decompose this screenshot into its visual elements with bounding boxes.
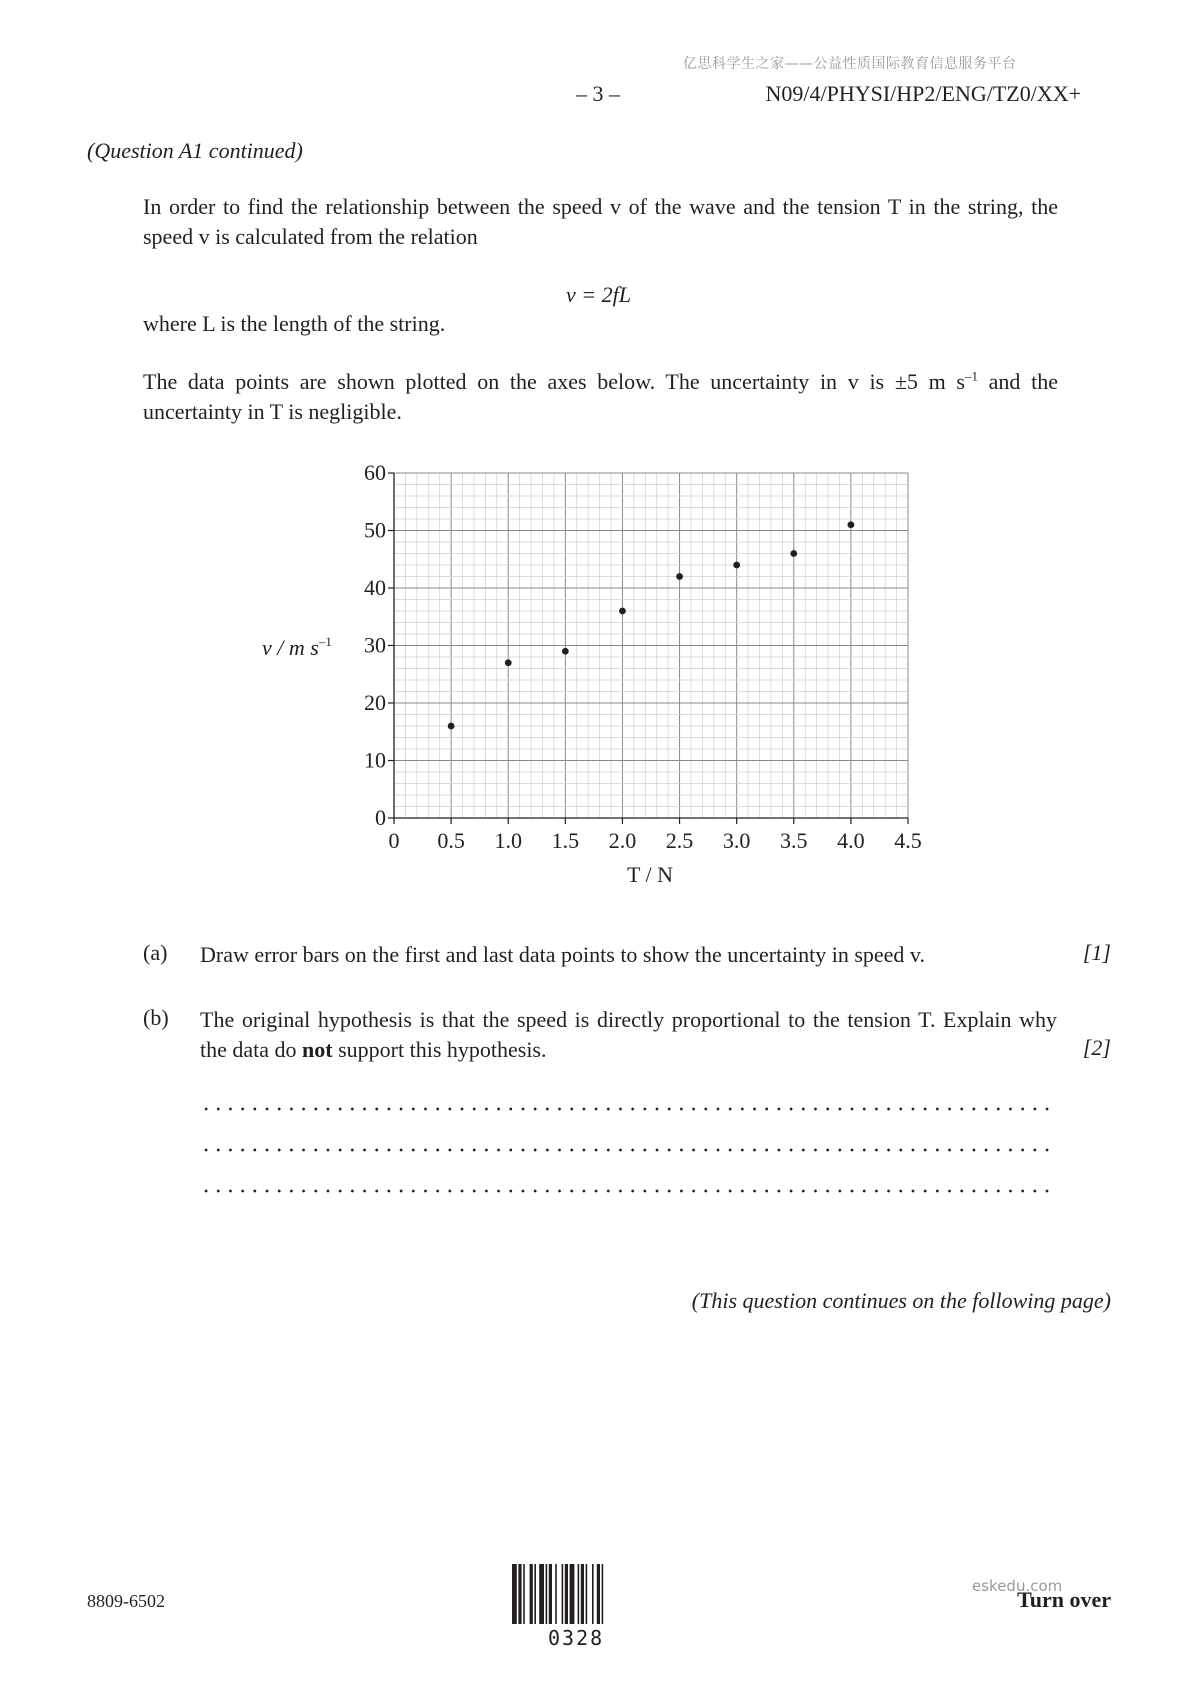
continues-note: (This question continues on the following page) <box>691 1288 1111 1313</box>
x-tick-label: 0 <box>388 828 400 853</box>
barcode-bar <box>592 1564 594 1624</box>
data-point <box>448 723 455 730</box>
barcode-bar <box>534 1564 536 1624</box>
y-tick-label: 40 <box>364 575 386 600</box>
turn-over-label: Turn over <box>1017 1587 1111 1612</box>
data-point <box>733 562 740 569</box>
data-point <box>676 573 683 580</box>
x-tick-label: 1.0 <box>494 828 522 853</box>
barcode-bar <box>565 1564 568 1624</box>
barcode-bar <box>518 1564 521 1624</box>
data-point <box>619 608 626 615</box>
part-b-text <box>200 1005 1057 1065</box>
barcode-bar <box>586 1564 588 1624</box>
answer-line-2[interactable] <box>200 1148 1055 1152</box>
uncertainty-text-a: The data points are shown plotted on the axes below. The uncertainty in v is ±5 m s <box>143 369 965 394</box>
barcode-bar <box>555 1564 557 1624</box>
part-a-marks: [1] <box>1082 940 1111 965</box>
data-point <box>847 521 854 528</box>
x-tick-label: 3.5 <box>780 828 808 853</box>
intro-paragraph-2: where L is the length of the string. <box>143 311 446 336</box>
y-tick-label: 30 <box>364 632 386 658</box>
barcode-bar <box>523 1564 525 1624</box>
intro-paragraph-1: In order to find the relationship between the speed v of the wave and the tension T in the string, the speed v is calculated from the relation <box>143 194 1058 249</box>
x-tick-label: 2.0 <box>608 828 637 853</box>
data-point <box>505 659 512 666</box>
y-tick-label: 60 <box>364 460 386 485</box>
y-tick-label: 0 <box>375 805 386 830</box>
part-a-text: Draw error bars on the first and last data points to show the uncertainty in speed v. <box>200 942 925 967</box>
question-continued-label: (Question A1 continued) <box>87 138 303 163</box>
barcode-bar <box>512 1564 517 1624</box>
paper-code: 8809-6502 <box>87 1591 165 1611</box>
x-tick-label: 1.5 <box>551 828 580 853</box>
barcode-bar <box>578 1564 580 1624</box>
part-b-label: (b) <box>143 1005 169 1030</box>
exam-code: N09/4/PHYSI/HP2/ENG/TZ0/XX+ <box>765 81 1081 106</box>
x-tick-label: 3.0 <box>722 828 751 853</box>
x-tick-label: 2.5 <box>665 828 694 853</box>
footer-watermark: eskedu.com <box>972 1577 1063 1595</box>
barcode-bar <box>570 1564 575 1624</box>
part-a-label: (a) <box>143 940 168 965</box>
data-point <box>562 648 569 655</box>
uncertainty-text-b: and the uncertainty in T is negligible. <box>143 369 1058 424</box>
barcode-bar <box>562 1564 564 1624</box>
barcode-bar <box>597 1564 600 1624</box>
y-tick-label: 50 <box>364 517 386 543</box>
unit-superscript: –1 <box>964 368 978 384</box>
part-b-text-before: The original hypothesis is that the speed is directly proportional to the tension T. Explain why the data do <box>200 1007 1057 1062</box>
part-b-marks: [2] <box>1082 1035 1111 1060</box>
answer-line-3[interactable] <box>200 1189 1055 1193</box>
answer-line-1[interactable] <box>200 1107 1055 1111</box>
barcode-bar <box>546 1564 548 1624</box>
barcode-bar <box>530 1564 533 1624</box>
x-tick-label: 0.5 <box>437 828 465 853</box>
y-tick-label: 20 <box>364 690 386 715</box>
page-number: – 3 – <box>576 81 620 106</box>
x-axis-label: T / N <box>626 862 674 887</box>
y-tick-label: 10 <box>364 747 386 773</box>
barcode-bar <box>549 1564 552 1624</box>
x-tick-label: 4.5 <box>894 828 922 853</box>
y-axis-label: v / m $s^{-1}$ <box>262 634 332 660</box>
barcode <box>512 1564 642 1628</box>
graph-grid <box>394 473 908 818</box>
x-tick-label: 4.0 <box>837 828 865 853</box>
barcode-bar <box>539 1564 544 1624</box>
header-watermark: 亿思科学生之家——公益性质国际教育信息服务平台 <box>683 56 1017 72</box>
part-b-emphasis: not <box>302 1037 333 1062</box>
barcode-bar <box>581 1564 584 1624</box>
barcode-bar <box>602 1564 604 1624</box>
barcode-number: 0328 <box>548 1626 605 1650</box>
data-point <box>790 550 797 557</box>
part-b-text-after: support this hypothesis. <box>332 1037 547 1062</box>
speed-formula: v = 2fL <box>566 282 631 307</box>
